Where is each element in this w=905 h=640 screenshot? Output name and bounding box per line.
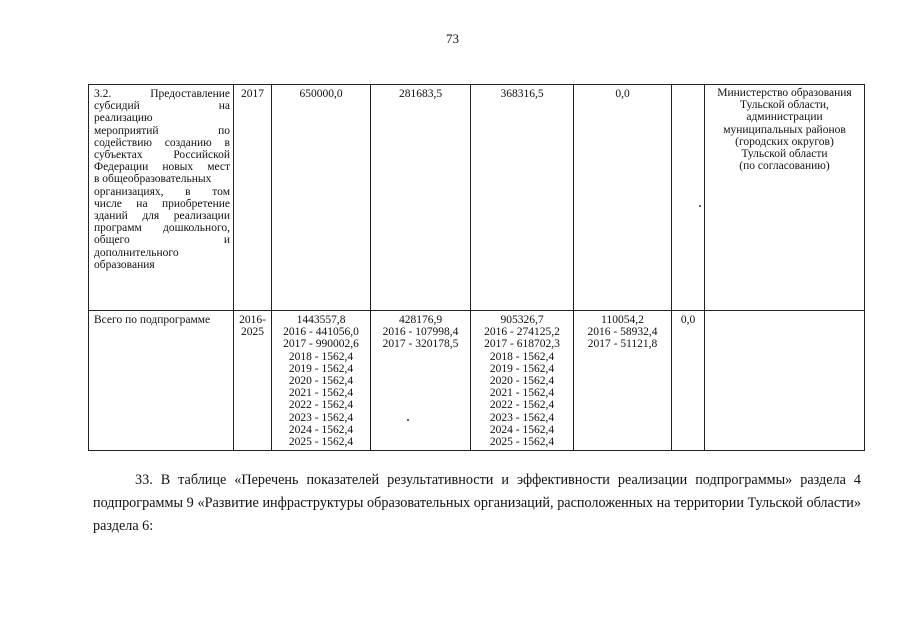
executor-line: (по согласованию)	[739, 160, 830, 173]
activity-title-line: субсидий на	[94, 100, 230, 113]
local-cell: 0,0	[574, 85, 672, 311]
local-line: 2016 - 58932,4	[587, 326, 658, 339]
regional-line: 2018 - 1562,4	[489, 350, 555, 363]
executor-cell	[705, 311, 865, 451]
scan-speck	[407, 419, 409, 421]
total-line: 2018 - 1562,4	[288, 350, 354, 363]
executor-line: (городских округов)	[735, 135, 834, 148]
activity-title-line: дополнительного	[94, 246, 179, 259]
federal-line: 2017 - 320178,5	[382, 338, 459, 351]
regional-line: 905326,7	[500, 314, 544, 326]
activity-title-line: образования	[94, 258, 155, 271]
period-line: 2025	[241, 326, 264, 339]
total-line: 2021 - 1562,4	[288, 387, 354, 400]
activity-title-line: организациях, в том	[94, 185, 230, 198]
subprogram-total-label: Всего по подпрограмме	[89, 311, 234, 451]
other-cell: 0,0	[672, 311, 705, 451]
local-line: 110054,2	[601, 314, 644, 326]
federal-cell: 281683,5	[371, 85, 471, 311]
activity-title-line: содействию созданию в	[94, 136, 230, 149]
activity-title-line: общего и	[94, 234, 230, 247]
funding-table	[88, 84, 865, 451]
total-line: 2016 - 441056,0	[283, 326, 359, 339]
year-cell: 2017	[234, 85, 272, 311]
regional-line: 2019 - 1562,4	[489, 362, 555, 375]
executor-line: Министерство образования	[717, 87, 852, 99]
federal-line: 428176,9	[398, 314, 443, 326]
executor-line: администрации	[746, 111, 823, 124]
regional-cell: 368316,5	[471, 85, 574, 311]
page-number: 73	[446, 31, 459, 46]
other-cell	[672, 85, 705, 311]
federal-line: 2016 - 107998,4	[382, 326, 459, 339]
executor-line: Тульской области	[741, 148, 828, 161]
total-line: 2022 - 1562,4	[288, 399, 354, 412]
total-line: 2019 - 1562,4	[288, 362, 354, 375]
scan-speck	[699, 205, 701, 207]
regional-line: 2021 - 1562,4	[489, 387, 555, 400]
regional-line: 2022 - 1562,4	[489, 399, 555, 412]
activity-title-line: зданий для реализации	[94, 210, 230, 223]
regional-cell	[471, 311, 574, 451]
activity-title-line: мероприятий по	[94, 124, 230, 137]
period-cell	[234, 311, 272, 451]
regional-line: 2025 - 1562,4	[489, 436, 555, 449]
activity-title-cell	[89, 85, 234, 311]
total-line: 2023 - 1562,4	[288, 411, 354, 424]
local-line: 2017 - 51121,8	[587, 338, 658, 351]
total-line: 2017 - 990002,6	[283, 338, 359, 351]
federal-cell	[371, 311, 471, 451]
regional-line: 2016 - 274125,2	[484, 326, 560, 339]
total-line: 2025 - 1562,4	[288, 436, 354, 449]
period-line: 2016-	[239, 314, 266, 326]
activity-title-line: реализацию	[94, 112, 153, 125]
activity-title-line: Федерации новых мест	[94, 161, 230, 174]
total-line: 2024 - 1562,4	[288, 423, 354, 436]
table-row	[89, 85, 865, 311]
total-cell	[272, 311, 371, 451]
body-paragraph	[93, 469, 861, 538]
activity-title-line: субъектах Российской	[94, 149, 230, 162]
regional-line: 2020 - 1562,4	[489, 375, 555, 388]
table-row	[89, 311, 865, 451]
total-line: 1443557,8	[296, 314, 346, 326]
local-cell	[574, 311, 672, 451]
executor-line: муниципальных районов	[723, 123, 846, 136]
activity-title-line: в общеобразовательных	[94, 173, 212, 186]
regional-line: 2017 - 618702,3	[484, 338, 560, 351]
activity-title-line: числе на приобретение	[94, 197, 230, 210]
activity-title-line: 3.2. Предоставление	[94, 88, 230, 100]
regional-line: 2024 - 1562,4	[489, 423, 555, 436]
paragraph-text: 33. В таблице «Перечень показателей результативности и эффективности реализации подпрограммы» раздела 4 подпрограммы 9 «Развитие инфраструктуры образовательных организаций, расположенных на территории Тульской области» раздела 6:	[93, 472, 861, 534]
total-cell: 650000,0	[272, 85, 371, 311]
total-line: 2020 - 1562,4	[288, 375, 354, 388]
regional-line: 2023 - 1562,4	[489, 411, 555, 424]
executor-line: Тульской области,	[740, 99, 829, 112]
executor-cell	[705, 85, 865, 311]
activity-title-line: программ дошкольного,	[94, 222, 230, 235]
